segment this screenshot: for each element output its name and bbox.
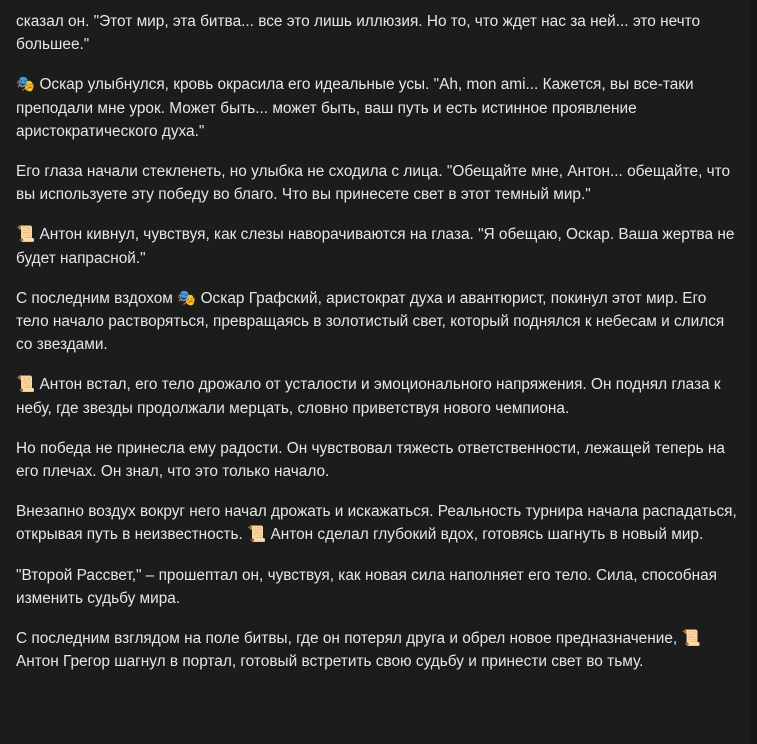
paragraph: С последним вздохом 🎭 Оскар Графский, аристократ духа и авантюрист, покинул этот мир. Его тело начало растворяться, превращаясь в золотистый свет, который поднялся к небесам и слился со звездами. <box>16 289 725 354</box>
paragraph: С последним взглядом на поле битвы, где он потерял друга и обрел новое предназначение, 📜 Антон Грегор шагнул в портал, готовый встретить свою судьбу и принести свет во тьму. <box>16 630 701 671</box>
paragraph: 🎭 Оскар улыбнулся, кровь окрасила его идеальные усы. "Ah, mon ami... Кажется, вы все-таки преподали мне урок. Может быть... может быть, ваш путь и есть истинное проявление аристократического духа." <box>16 76 694 140</box>
paragraph: 📜 Антон кивнул, чувствуя, как слезы наворачиваются на глаза. "Я обещаю, Оскар. Ваша жертва не будет напрасной." <box>16 226 735 267</box>
scrollbar-track[interactable] <box>751 0 757 744</box>
story-text <box>16 10 738 690</box>
paragraph: Его глаза начали стекленеть, но улыбка не сходила с лица. "Обещайте мне, Антон... обещайте, что вы используете эту победу во благо. Что вы принесете свет в этот темный мир." <box>16 163 731 204</box>
paragraph: сказал он. "Этот мир, эта битва... все это лишь иллюзия. Но то, что ждет нас за ней... это нечто большее." <box>16 13 701 54</box>
paragraph: "Второй Рассвет," – прошептал он, чувствуя, как новая сила наполняет его тело. Сила, способная изменить судьбу мира. <box>16 566 717 607</box>
paragraph: 📜 Антон встал, его тело дрожало от усталости и эмоционального напряжения. Он поднял глаза к небу, где звезды продолжали мерцать, словно приветствуя нового чемпиона. <box>16 376 721 417</box>
paragraph: Внезапно воздух вокруг него начал дрожать и искажаться. Реальность турнира начала распадаться, открывая путь в неизвестность. 📜 Антон сделал глубокий вдох, готовясь шагнуть в новый мир. <box>16 503 737 544</box>
paragraph: Но победа не принесла ему радости. Он чувствовал тяжесть ответственности, лежащей теперь на его плечах. Он знал, что это только начало. <box>16 439 725 481</box>
